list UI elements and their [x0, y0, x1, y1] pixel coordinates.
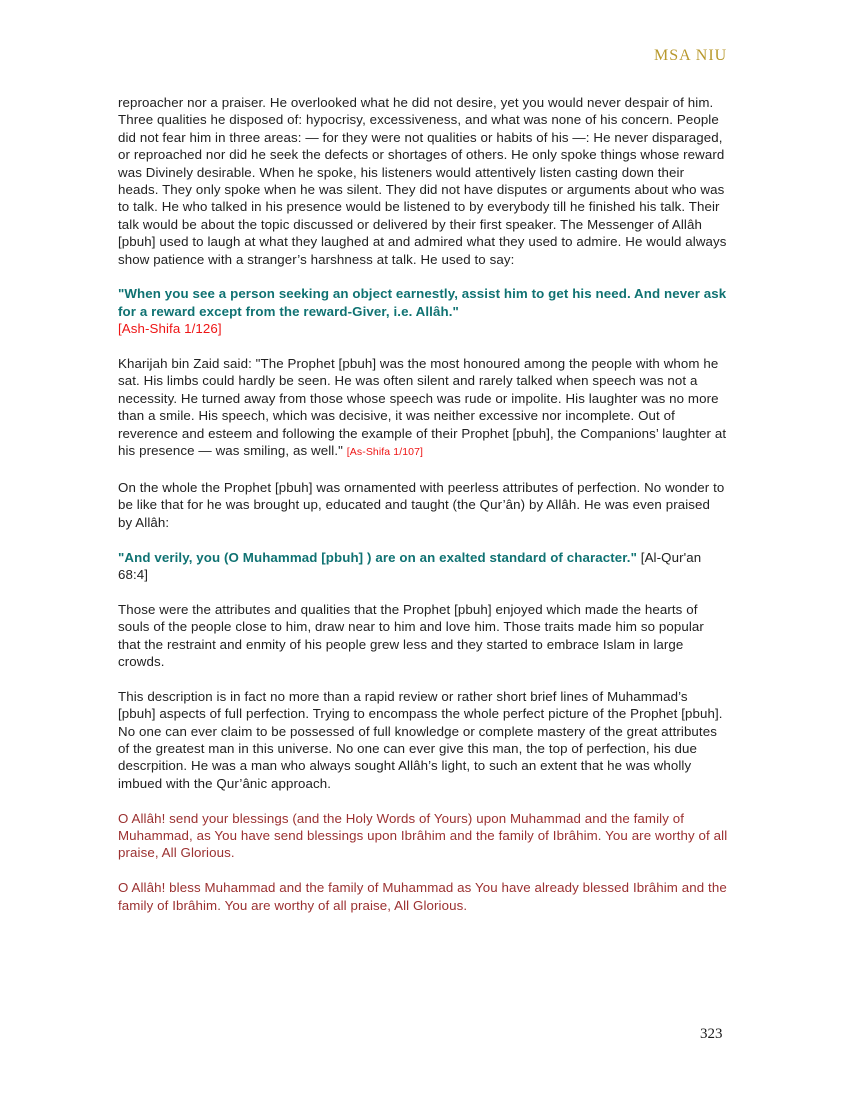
quran-quote-text: "And verily, you (O Muhammad [pbuh] ) are on an exalted standard of character." [118, 549, 637, 565]
page-body-text [118, 94, 728, 931]
dua-paragraph: O Allâh! bless Muhammad and the family of Muhammad as You have already blessed Ibrâhim and the family of Ibrâhim. You are worthy of all praise, All Glorious. [118, 880, 727, 913]
body-paragraph: On the whole the Prophet [pbuh] was ornamented with peerless attributes of perfection. No wonder to be like that for he was brought up, educated and taught (the Qur’ân) by Allâh. He was even praised by Allâh: [118, 479, 725, 530]
hadith-quote-text: "When you see a person seeking an object earnestly, assist him to get his need. And never ask for a reward except from the reward-Giver, i.e. Allâh." [118, 286, 727, 319]
narration-text: Kharijah bin Zaid said: "The Prophet [pbuh] was the most honoured among the people with whom he sat. His limbs could hardly be seen. He was often silent and rarely talked when speech was not a necessity. He turned away from those whose speech was rude or impolite. His laughter was no more than a smile. His speech, which was decisive, it was neither excessive nor incomplete. Out of reverence and esteem and following the example of their Prophet [pbuh], the Companions’ laughter at his presence — was smiling, as well." [118, 356, 727, 459]
dua-paragraph: O Allâh! send your blessings (and the Holy Words of Yours) upon Muhammad and the family of Muhammad, as You have send blessings upon Ibrâhim and the family of Ibrâhim. You are worthy of all praise, All Glorious. [118, 810, 728, 861]
hadith-quote-block [118, 285, 728, 337]
body-paragraph: This description is in fact no more than a rapid review or rather short brief lines of Muhammad’s [pbuh] aspects of full perfection. Trying to encompass the whole perfect picture of the Prophet [pbuh]. No one can ever claim to be possessed of full knowledge or complete mastery of the great attributes of the greatest man in this universe. No one can ever give this man, the top of perfection, his due descrpition. He was a man who always sought Allâh’s light, to such an extent that he was wholly imbued with the Qur’ânic approach. [118, 688, 723, 791]
quran-quote-block [118, 549, 728, 584]
reference-citation: [As-Shifa 1/107] [346, 446, 424, 459]
reference-citation: [Al-Qur'an 68:4] [118, 549, 702, 582]
reference-citation: [Ash-Shifa 1/126] [118, 321, 222, 337]
body-paragraph: Those were the attributes and qualities that the Prophet [pbuh] enjoyed which made the hearts of souls of the people close to him, draw near to him and love him. Those traits made him so popular that the restraint and enmity of his people grew less and they started to embrace Islam in large crowds. [118, 601, 704, 669]
body-paragraph [118, 355, 728, 461]
running-header: MSA NIU [654, 47, 728, 64]
body-paragraph: reproacher nor a praiser. He overlooked what he did not desire, yet you would never despair of him. Three qualities he disposed of: hypocrisy, excessiveness, and what was none of his concern. People did not fear him in three areas: — for they were not qualities or habits of his —: He never disparaged, or reproached nor did he seek the defects or shortages of others. He only spoke things whose reward was Divinely desirable. When he spoke, his listeners would attentively listen casting down their heads. They only spoke when he was silent. They did not have disputes or arguments about who was to talk. He who talked in his presence would be listened to by everybody till he finished his talk. Their talk would be about the topic discussed or delivered by their first speaker. The Messenger of Allâh [pbuh] used to laugh at what they laughed at and admired what they used to admire. He would always show patience with a stranger’s harshness at talk. He used to say: [118, 95, 727, 267]
page-number: 323 [700, 1026, 723, 1042]
